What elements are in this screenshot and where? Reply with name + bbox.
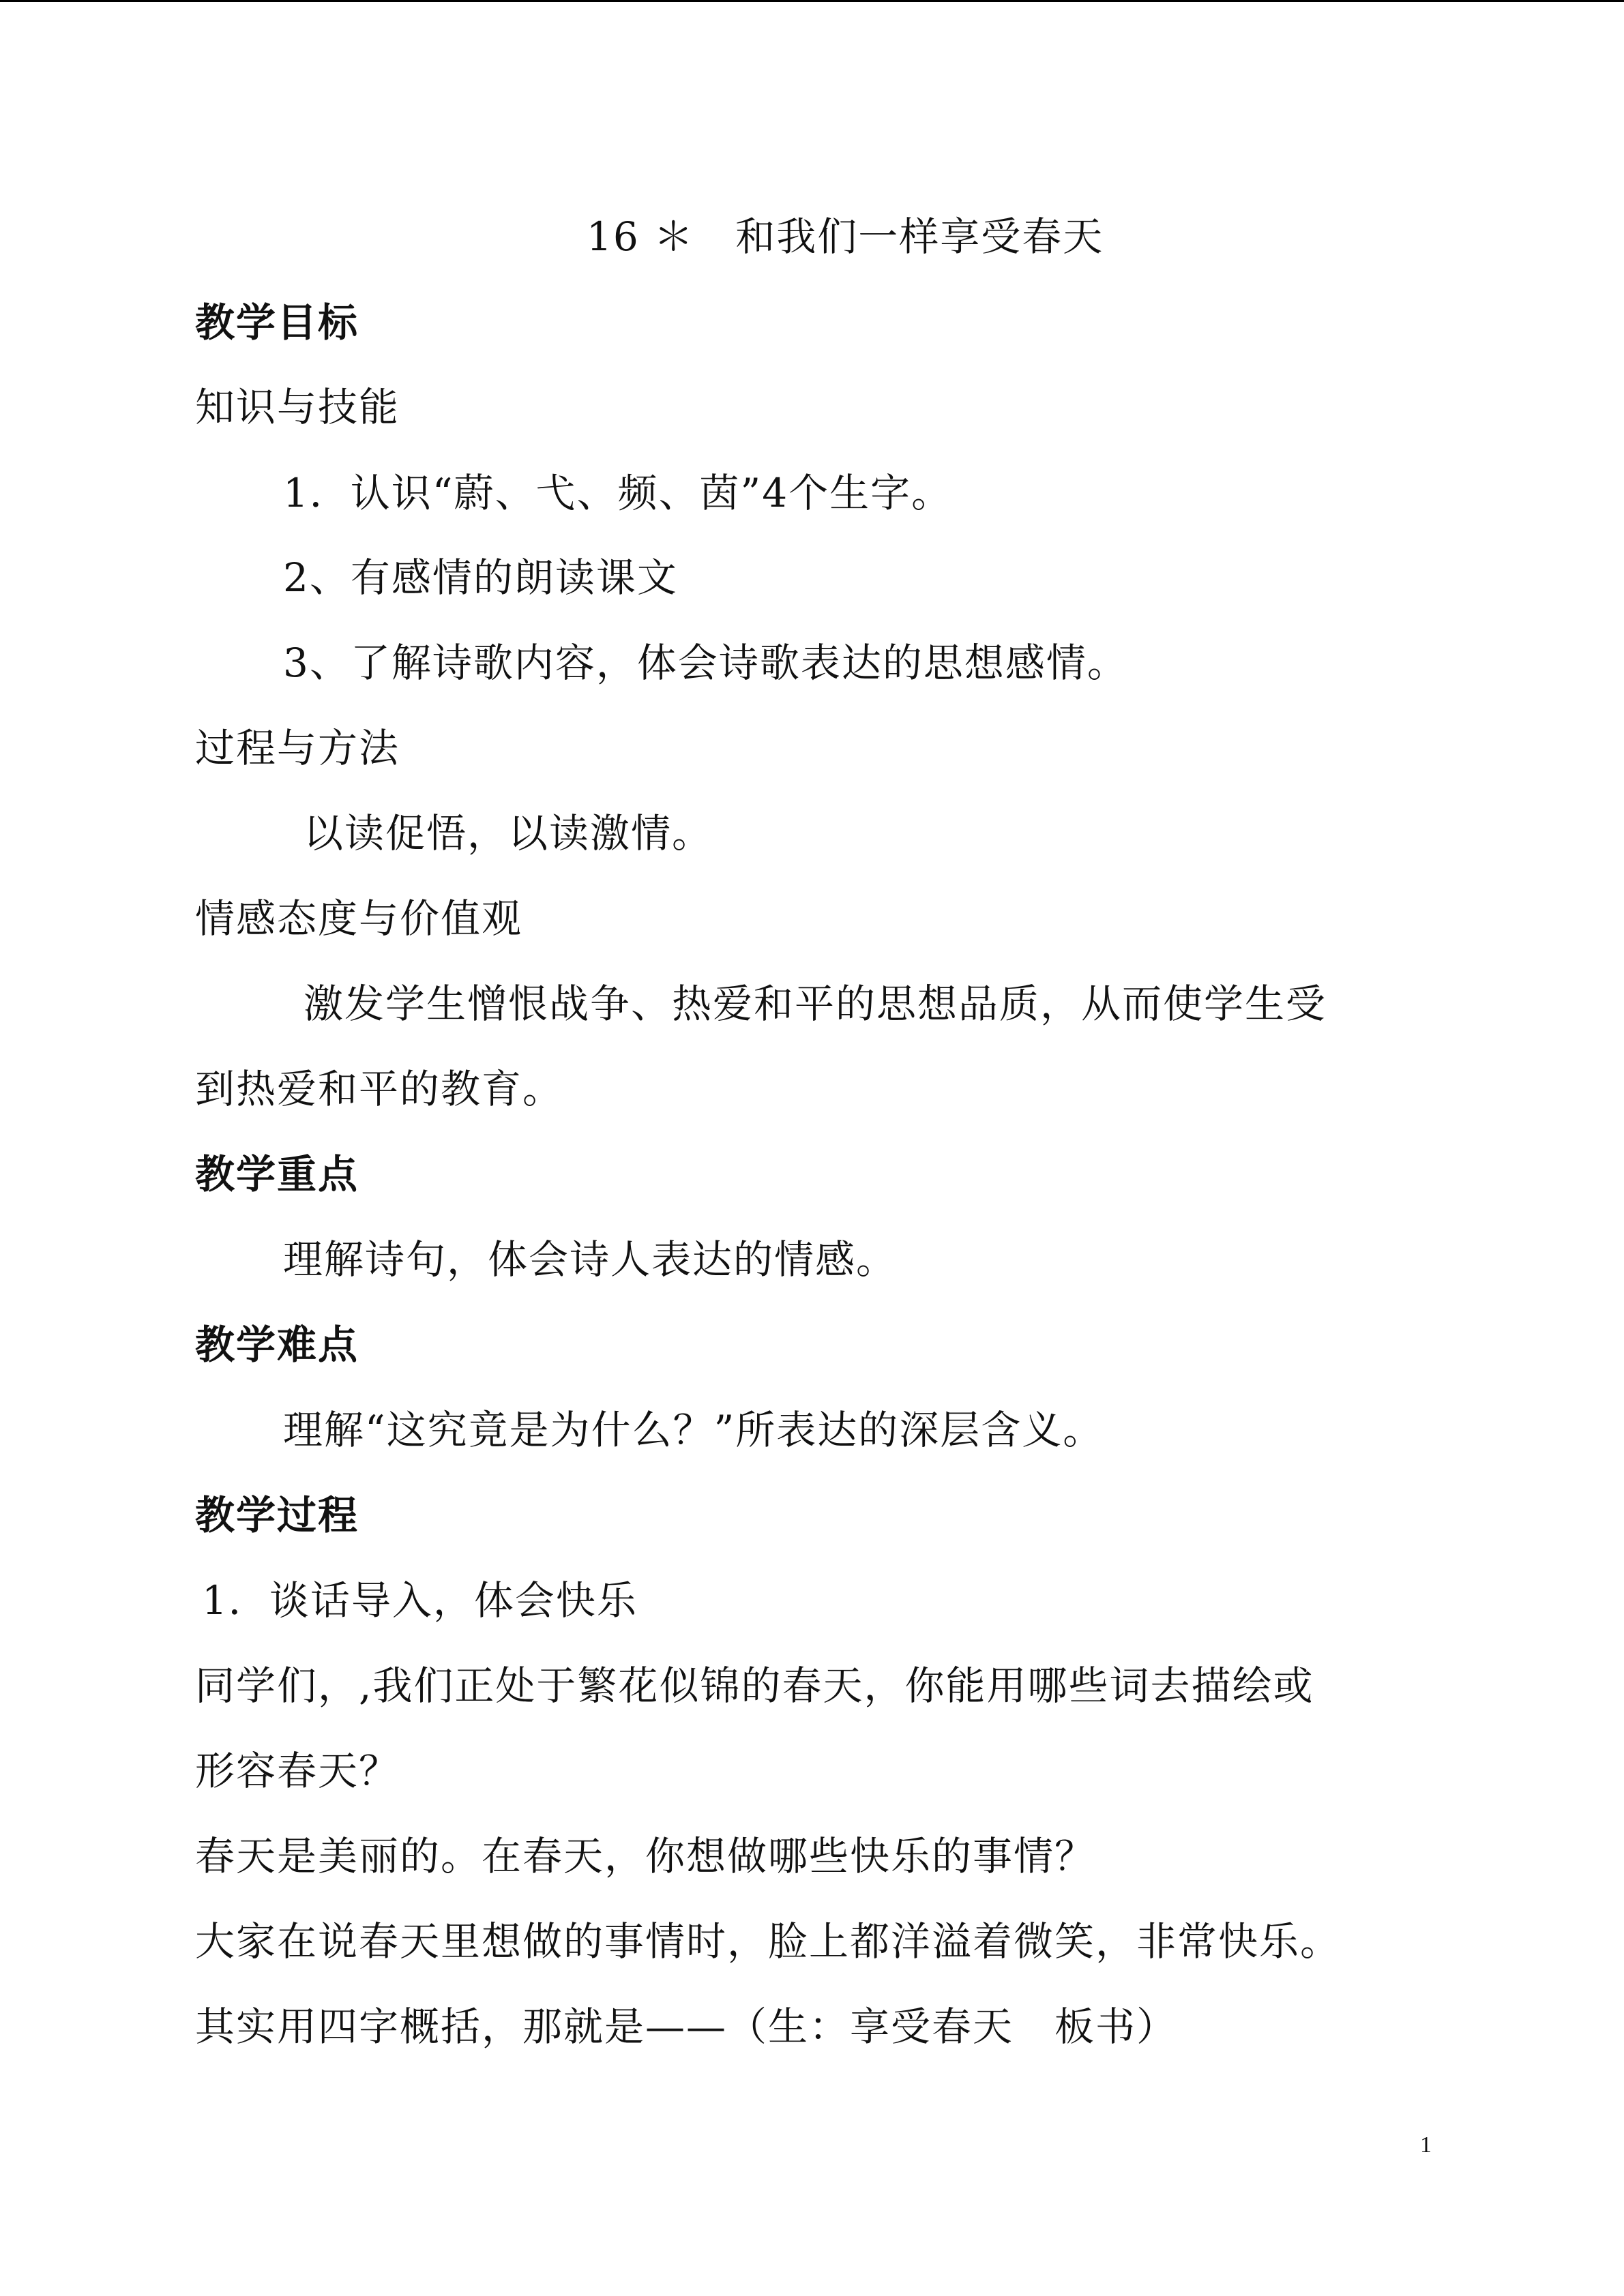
procedure-line-3: 春天是美丽的。在春天，你想做哪些快乐的事情？	[195, 1833, 1096, 1879]
difficulties-text: 理解“这究竟是为什么？”所表达的深层含义。	[283, 1407, 1104, 1453]
subheading-emotion: 情感态度与价值观	[195, 895, 523, 942]
page-number: 1	[1420, 2132, 1432, 2158]
knowledge-item-1: 1．认识“蔚、弋、频、茵”4个生字。	[283, 470, 953, 516]
procedure-line-1: 同学们，,我们正处于繁花似锦的春天，你能用哪些词去描绘或	[195, 1663, 1314, 1709]
heading-procedure: 教学过程	[195, 1492, 359, 1538]
procedure-line-4: 大家在说春天里想做的事情时，脸上都洋溢着微笑，非常快乐。	[195, 1918, 1342, 1965]
process-text: 以读促悟，以读激情。	[304, 810, 713, 856]
emotion-text-line-1: 激发学生憎恨战争、热爱和平的思想品质，从而使学生受	[304, 981, 1327, 1027]
subheading-knowledge: 知识与技能	[195, 384, 400, 430]
knowledge-item-2: 2、有感情的朗读课文	[283, 554, 678, 601]
heading-difficulties: 教学难点	[195, 1322, 359, 1368]
procedure-line-5: 其实用四字概括，那就是——（生：享受春天 板书）	[195, 2003, 1178, 2050]
subheading-process: 过程与方法	[195, 725, 400, 771]
heading-objectives: 教学目标	[195, 299, 359, 346]
knowledge-item-3: 3、了解诗歌内容，体会诗歌表达的思想感情。	[283, 640, 1128, 686]
emotion-text-line-2: 到热爱和平的教育。	[195, 1066, 564, 1112]
key-points-text: 理解诗句，体会诗人表达的情感。	[283, 1236, 898, 1283]
procedure-line-2: 形容春天？	[195, 1748, 400, 1794]
lesson-title: 16 ＊ 和我们一样享受春天	[587, 213, 1104, 260]
top-border-rule	[0, 0, 1624, 2]
procedure-step-1: 1．谈话导入，体会快乐	[202, 1577, 638, 1624]
heading-key-points: 教学重点	[195, 1151, 359, 1197]
